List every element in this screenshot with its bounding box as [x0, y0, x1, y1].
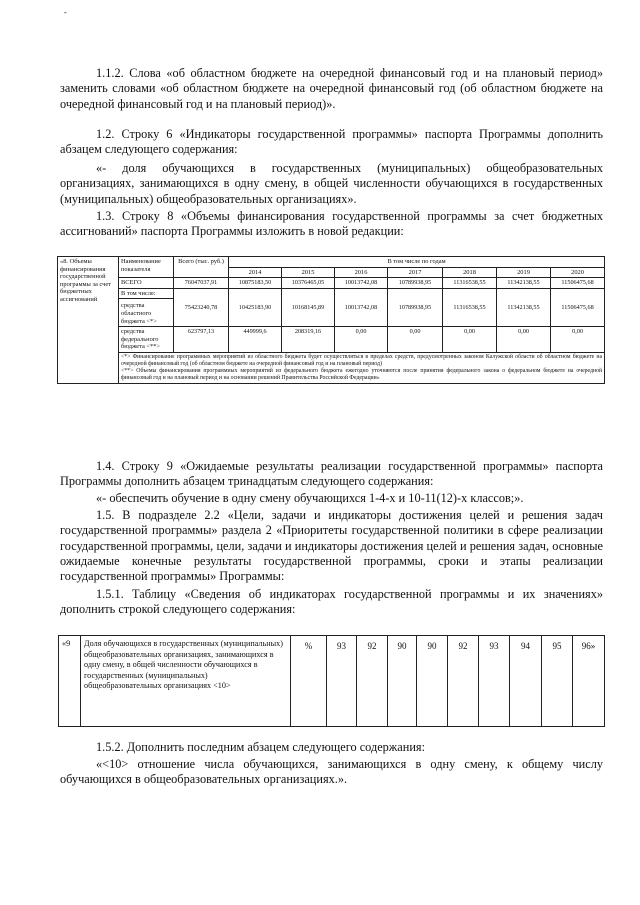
- paragraph-1-4: 1.4. Строку 9 «Ожидаемые результаты реализации государственной программы» паспорта Программы дополнить абзацем тринадцатым следующего содержания:: [60, 459, 603, 489]
- indicator-unit: %: [291, 636, 327, 727]
- paragraph-1-4-quote: «- обеспечить обучение в одну смену обучающихся 1-4-х и 10-11(12)-х классов;».: [96, 491, 524, 505]
- indicator-value: 93: [479, 636, 510, 727]
- paragraph-1-1-2: 1.1.2. Слова «об областном бюджете на очередной финансовый год и на плановый период» заменить словами «об областном бюджете на очередной финансовый год (об областном бюджете на очередной финансовый год и на плановый период)».: [60, 66, 603, 111]
- finance-col-years-group: В том числе по годам: [229, 257, 605, 268]
- indicator-num: «9: [59, 636, 81, 727]
- finance-footnotes: [119, 352, 605, 383]
- finance-cell: 11316538,55: [443, 288, 497, 326]
- finance-cell: 10168145,89: [282, 288, 335, 326]
- finance-note-regional: <*> Финансирование программных мероприятий из областного бюджета будет осуществляться в пределах средств, предусмотренных законом Калужской области об областном бюджете на очередной финансовый год (об областном бюджете на очередной финансовый год и на плановый период): [121, 353, 603, 367]
- finance-regional-row: [58, 288, 605, 326]
- indicator-table: [58, 635, 605, 727]
- finance-cell: 0,00: [551, 327, 605, 353]
- finance-federal-label: средства федерального бюджета <**>: [119, 327, 174, 353]
- page-mark: -: [64, 8, 67, 17]
- finance-cell: 10013742,08: [335, 288, 388, 326]
- finance-federal-sum: 623797,13: [174, 327, 229, 353]
- finance-cell: 0,00: [388, 327, 443, 353]
- finance-cell: 0,00: [443, 327, 497, 353]
- finance-cell: 10013742,08: [335, 278, 388, 289]
- paragraph-1-5: 1.5. В подразделе 2.2 «Цели, задачи и индикаторы достижения целей и решения задач государственной программы» раздела 2 «Приоритеты государственной политики в сфере реализации государственной программы, цели, задачи и индикаторы достижения целей и решения задач, основные ожидаемые конечные результаты государственной программы, сроки и этапы реализации государственной программы» Программы:: [60, 508, 603, 584]
- indicator-value: 94: [510, 636, 542, 727]
- finance-total-label: ВСЕГО: [119, 278, 174, 289]
- indicator-value: 92: [448, 636, 479, 727]
- indicator-value: 90: [417, 636, 448, 727]
- finance-cell: 11316538,55: [443, 278, 497, 289]
- paragraph-1-5-2: 1.5.2. Дополнить последним абзацем следующего содержания:: [96, 740, 425, 754]
- finance-regional-label: [119, 288, 174, 326]
- finance-table: [57, 256, 605, 384]
- finance-year: 2017: [388, 267, 443, 278]
- paragraph-1-3: 1.3. Строку 8 «Объемы финансирования государственной программы за счет бюджетных ассигнований» паспорта Программы изложить в новой редакции:: [60, 209, 603, 239]
- paragraph-1-2: 1.2. Строку 6 «Индикаторы государственной программы» паспорта Программы дополнить абзацем следующего содержания:: [60, 127, 603, 157]
- finance-year: 2016: [335, 267, 388, 278]
- indicator-row: [59, 636, 605, 727]
- finance-col-total: Всего (тыс. руб.): [174, 257, 229, 278]
- finance-regional-sum: 75423240,78: [174, 288, 229, 326]
- indicator-value: 93: [327, 636, 357, 727]
- finance-cell: 10376465,05: [282, 278, 335, 289]
- indicator-description: Доля обучающихся в государственных (муниципальных) общеобразовательных организациях, занимающихся в одну смену, в общей численности обучающихся в государственных (муниципальных) общеобразовательных организациях <10>: [81, 636, 291, 727]
- finance-row-label: «8. Объемы финансирования государственной программы за счет бюджетных ассигнований: [58, 257, 119, 384]
- finance-cell: 11506475,68: [551, 278, 605, 289]
- paragraph-1-5-1: 1.5.1. Таблицу «Сведения об индикаторах государственной программы и их значениях» дополнить строкой следующего содержания:: [60, 587, 603, 617]
- finance-col-name: Наименование показателя: [119, 257, 174, 278]
- finance-year: 2018: [443, 267, 497, 278]
- finance-cell: 10789938,95: [388, 278, 443, 289]
- finance-year: 2019: [497, 267, 551, 278]
- finance-cell: 11342138,55: [497, 288, 551, 326]
- finance-federal-row: [58, 327, 605, 353]
- finance-cell: 10789938,95: [388, 288, 443, 326]
- finance-cell: 208319,16: [282, 327, 335, 353]
- finance-total-sum: 76047037,91: [174, 278, 229, 289]
- finance-cell: 10875183,50: [229, 278, 282, 289]
- finance-year: 2020: [551, 267, 605, 278]
- indicator-value: 90: [388, 636, 417, 727]
- finance-cell: 11342138,55: [497, 278, 551, 289]
- indicator-value: 92: [357, 636, 388, 727]
- finance-cell: 10425183,90: [229, 288, 282, 326]
- indicator-value: 96»: [573, 636, 605, 727]
- finance-total-row: [58, 278, 605, 289]
- finance-year: 2015: [282, 267, 335, 278]
- finance-cell: 0,00: [497, 327, 551, 353]
- paragraph-1-5-2-quote: «<10> отношение числа обучающихся, занимающихся в одну смену, к общему числу обучающихся в общеобразовательных организациях.».: [60, 757, 603, 787]
- paragraph-1-2-quote: «- доля обучающихся в государственных (муниципальных) общеобразовательных организациях, занимающихся в одну смену, в общей численности обучающихся в государственных (муниципальных) общеобразовательных организациях».: [60, 161, 603, 206]
- finance-regional-name: средства областного бюджета <*>: [121, 302, 157, 325]
- finance-note-federal: <**> Объемы финансирования программных мероприятий из федерального бюджета ежегодно уточняются после принятия федерального закона о федеральном бюджете на очередной финансовый год и на плановый период и на основании решений Правительства Российской Федерации»: [121, 367, 603, 381]
- finance-cell: 0,00: [335, 327, 388, 353]
- indicator-value: 95: [542, 636, 573, 727]
- finance-year: 2014: [229, 267, 282, 278]
- finance-cell: 11506475,68: [551, 288, 605, 326]
- finance-including-label: В том числе:: [119, 290, 173, 300]
- finance-cell: 449999,6: [229, 327, 282, 353]
